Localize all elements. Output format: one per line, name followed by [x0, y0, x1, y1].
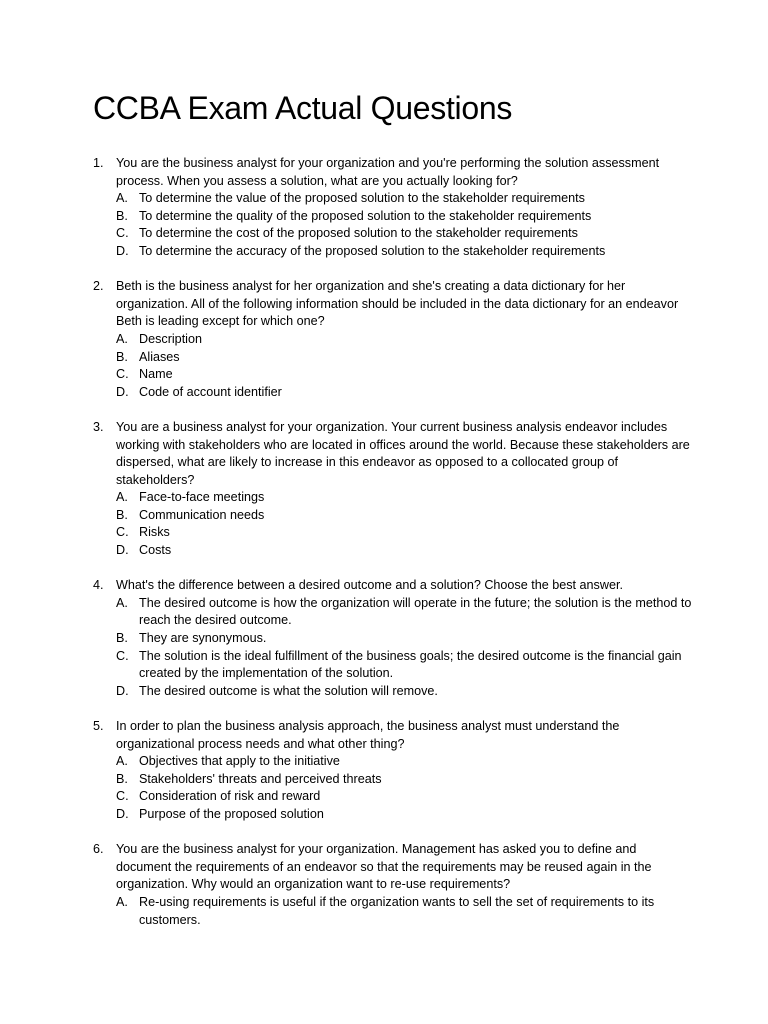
option-label: B.: [116, 771, 128, 786]
option-text: To determine the accuracy of the proposed solution to the stakeholder requirements: [139, 243, 606, 258]
question-number: 2.: [93, 279, 104, 294]
option-label: A.: [116, 894, 128, 909]
option-label: A.: [116, 754, 128, 769]
question-item: [93, 155, 693, 261]
option-text: To determine the quality of the proposed solution to the stakeholder requirements: [139, 208, 592, 223]
answer-option: [116, 384, 693, 402]
answer-option: [116, 208, 693, 226]
answer-option: [116, 225, 693, 243]
answer-option: [116, 542, 693, 560]
answer-option: [116, 243, 693, 261]
answer-option: [116, 366, 693, 384]
answer-option: [116, 806, 693, 824]
question-number: 4.: [93, 578, 104, 593]
question-text: You are the business analyst for your organization. Management has asked you to define and document the requirements of an endeavor so that the requirements may be reused again in the organization. Why would an organization want to re-use requirements?: [116, 842, 652, 892]
question-item: [93, 841, 693, 929]
option-text: To determine the value of the proposed solution to the stakeholder requirements: [139, 191, 585, 206]
option-text: To determine the cost of the proposed solution to the stakeholder requirements: [139, 226, 578, 241]
option-text: The solution is the ideal fulfillment of the business goals; the desired outcome is the financial gain created by the implementation of the solution.: [139, 648, 682, 681]
option-text: Code of account identifier: [139, 384, 282, 399]
option-label: C.: [116, 367, 129, 382]
answer-options: [116, 753, 693, 823]
option-label: C.: [116, 648, 129, 663]
answer-options: [116, 331, 693, 401]
answer-options: [116, 190, 693, 260]
question-text: Beth is the business analyst for her organization and she's creating a data dictionary for her organization. All of the following information should be included in the data dictionary for an endeavor Beth is leading except for which one?: [116, 279, 679, 329]
question-number: 1.: [93, 156, 104, 170]
page-title: CCBA Exam Actual Questions: [93, 90, 513, 126]
option-label: A.: [116, 331, 128, 346]
answer-option: [116, 753, 693, 771]
option-label: A.: [116, 191, 128, 206]
answer-options: [116, 595, 693, 701]
answer-option: [116, 507, 693, 525]
option-text: Description: [139, 331, 202, 346]
option-label: D.: [116, 384, 129, 399]
answer-option: [116, 648, 693, 683]
question-number: 5.: [93, 719, 104, 733]
option-text: Risks: [139, 525, 170, 540]
question-number: 6.: [93, 842, 104, 857]
answer-option: [116, 190, 693, 208]
answer-option: [116, 524, 693, 542]
question-text: What's the difference between a desired outcome and a solution? Choose the best answer.: [116, 578, 623, 593]
option-text: Consideration of risk and reward: [139, 789, 321, 804]
question-number: 3.: [93, 419, 104, 434]
option-label: D.: [116, 543, 129, 558]
option-text: The desired outcome is what the solution will remove.: [139, 683, 438, 698]
option-text: The desired outcome is how the organization will operate in the future; the solution is the method to reach the desired outcome.: [139, 595, 692, 628]
answer-option: [116, 771, 693, 789]
option-label: D.: [116, 683, 129, 698]
option-label: D.: [116, 806, 129, 821]
option-text: They are synonymous.: [139, 631, 267, 646]
option-label: C.: [116, 226, 129, 241]
option-text: Objectives that apply to the initiative: [139, 754, 340, 769]
option-label: A.: [116, 595, 128, 610]
answer-options: [116, 489, 693, 559]
option-label: B.: [116, 507, 128, 522]
option-text: Aliases: [139, 349, 180, 364]
option-label: B.: [116, 631, 128, 646]
option-text: Communication needs: [139, 507, 265, 522]
answer-option: [116, 349, 693, 367]
question-item: [93, 577, 693, 700]
answer-option: [116, 894, 693, 929]
option-label: A.: [116, 490, 128, 505]
answer-option: [116, 331, 693, 349]
question-item: [93, 278, 693, 401]
answer-options: [116, 894, 693, 929]
option-label: C.: [116, 789, 129, 804]
option-text: Name: [139, 367, 173, 382]
option-label: C.: [116, 525, 129, 540]
option-label: B.: [116, 208, 128, 223]
option-label: B.: [116, 349, 128, 364]
option-label: D.: [116, 243, 129, 258]
question-item: [93, 718, 693, 824]
option-text: Purpose of the proposed solution: [139, 806, 324, 821]
question-item: [93, 419, 693, 560]
answer-option: [116, 595, 693, 630]
answer-option: [116, 630, 693, 648]
question-text: You are the business analyst for your organization and you're performing the solution assessment process. When you assess a solution, what are you actually looking for?: [116, 156, 660, 188]
option-text: Stakeholders' threats and perceived threats: [139, 771, 382, 786]
answer-option: [116, 489, 693, 507]
answer-option: [116, 683, 693, 701]
option-text: Costs: [139, 543, 172, 558]
question-text: In order to plan the business analysis approach, the business analyst must understand the organizational process needs and what other thing?: [116, 719, 620, 751]
option-text: Re-using requirements is useful if the organization wants to sell the set of requirements to its customers.: [139, 894, 655, 927]
option-text: Face-to-face meetings: [139, 490, 265, 505]
answer-option: [116, 788, 693, 806]
question-text: You are a business analyst for your organization. Your current business analysis endeavor includes working with stakeholders who are located in offices around the world. Because these stakeholders are dispersed, what are likely to increase in this endeavor as opposed to a collocated group of stakeholders?: [116, 419, 690, 487]
question-list: [93, 155, 693, 947]
